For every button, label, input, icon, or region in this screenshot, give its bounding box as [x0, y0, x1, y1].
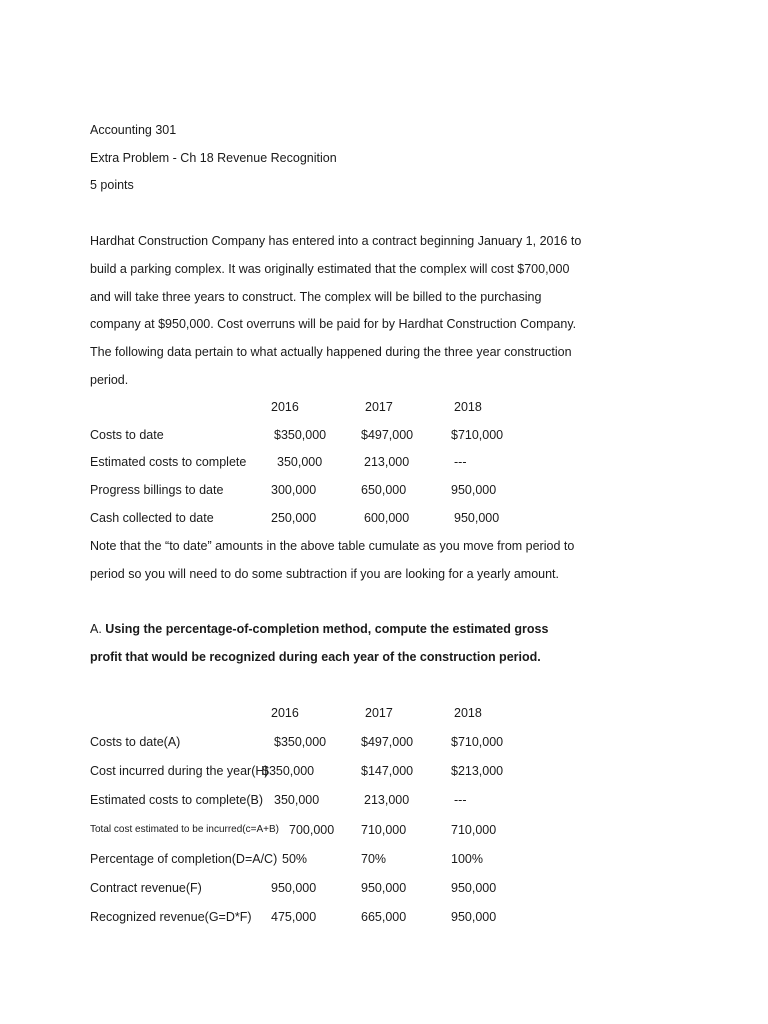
table-cell: 665,000 — [361, 910, 407, 924]
table-row-label: Percentage of completion(D=A/C) — [90, 852, 278, 866]
table-row-label: Total cost estimated to be incurred(c=A+B) — [90, 824, 279, 835]
table-cell: 950,000 — [451, 881, 497, 895]
table-cell: $147,000 — [361, 764, 414, 778]
table-row-label: Cash collected to date — [90, 511, 214, 525]
table-cell: 475,000 — [271, 910, 317, 924]
question-a-text: Using the percentage-of-completion method, compute the estimated gross — [105, 622, 549, 636]
table-cell: 100% — [451, 852, 483, 866]
table-row-label: Costs to date — [90, 428, 164, 442]
points-label: 5 points — [90, 178, 134, 192]
table-cell: 700,000 — [289, 823, 335, 837]
question-a-line — [90, 621, 548, 637]
table-header-year: 2017 — [365, 706, 393, 720]
table-cell: 70% — [361, 852, 387, 866]
table-cell: $213,000 — [451, 764, 504, 778]
table-cell: 650,000 — [361, 483, 407, 497]
intro-line: period. — [90, 373, 129, 387]
question-a-prefix: A. — [90, 622, 102, 636]
table-cell: 950,000 — [361, 881, 407, 895]
question-a-text: profit that would be recognized during each year of the construction period. — [90, 650, 541, 664]
table-row-label: Progress billings to date — [90, 483, 224, 497]
table-cell: 710,000 — [451, 823, 497, 837]
intro-line: and will take three years to construct. The complex will be billed to the purchasing — [90, 290, 542, 304]
table-row-label: Recognized revenue(G=D*F) — [90, 910, 252, 924]
table-cell: 950,000 — [454, 511, 500, 525]
table-cell: 950,000 — [271, 881, 317, 895]
table-cell: 710,000 — [361, 823, 407, 837]
table-cell: --- — [454, 793, 467, 807]
table-cell: $710,000 — [451, 735, 504, 749]
note-line: period so you will need to do some subtraction if you are looking for a yearly amount. — [90, 567, 560, 581]
table-cell: 350,000 — [277, 455, 323, 469]
table-cell: 950,000 — [451, 483, 497, 497]
table-cell: $350,000 — [262, 764, 315, 778]
table-row-label: Costs to date(A) — [90, 735, 181, 749]
table-cell: $710,000 — [451, 428, 504, 442]
table-cell: $350,000 — [274, 735, 327, 749]
intro-line: company at $950,000. Cost overruns will be paid for by Hardhat Construction Company. — [90, 317, 577, 331]
table-cell: 250,000 — [271, 511, 317, 525]
table-header-year: 2017 — [365, 400, 393, 414]
table-cell: 50% — [282, 852, 308, 866]
course-title: Accounting 301 — [90, 123, 177, 137]
intro-line: Hardhat Construction Company has entered into a contract beginning January 1, 2016 to — [90, 234, 582, 248]
intro-line: build a parking complex. It was originally estimated that the complex will cost $700,000 — [90, 262, 570, 276]
intro-line: The following data pertain to what actually happened during the three year construction — [90, 345, 572, 359]
table-cell: 950,000 — [451, 910, 497, 924]
table-cell: $350,000 — [274, 428, 327, 442]
table-row-label: Contract revenue(F) — [90, 881, 202, 895]
table-cell: --- — [454, 455, 467, 469]
table-header-year: 2018 — [454, 400, 482, 414]
table-header-year: 2018 — [454, 706, 482, 720]
table-cell: $497,000 — [361, 735, 414, 749]
note-line: Note that the “to date” amounts in the above table cumulate as you move from period to — [90, 539, 575, 553]
table-cell: 350,000 — [274, 793, 320, 807]
table-cell: 600,000 — [364, 511, 410, 525]
table-header-year: 2016 — [271, 706, 299, 720]
table-cell: $497,000 — [361, 428, 414, 442]
table-header-year: 2016 — [271, 400, 299, 414]
table-row-label: Cost incurred during the year(H) — [90, 764, 269, 778]
table-cell: 300,000 — [271, 483, 317, 497]
table-cell: 213,000 — [364, 455, 410, 469]
problem-title: Extra Problem - Ch 18 Revenue Recognition — [90, 151, 337, 165]
table-row-label: Estimated costs to complete(B) — [90, 793, 263, 807]
table-cell: 213,000 — [364, 793, 410, 807]
table-row-label: Estimated costs to complete — [90, 455, 247, 469]
